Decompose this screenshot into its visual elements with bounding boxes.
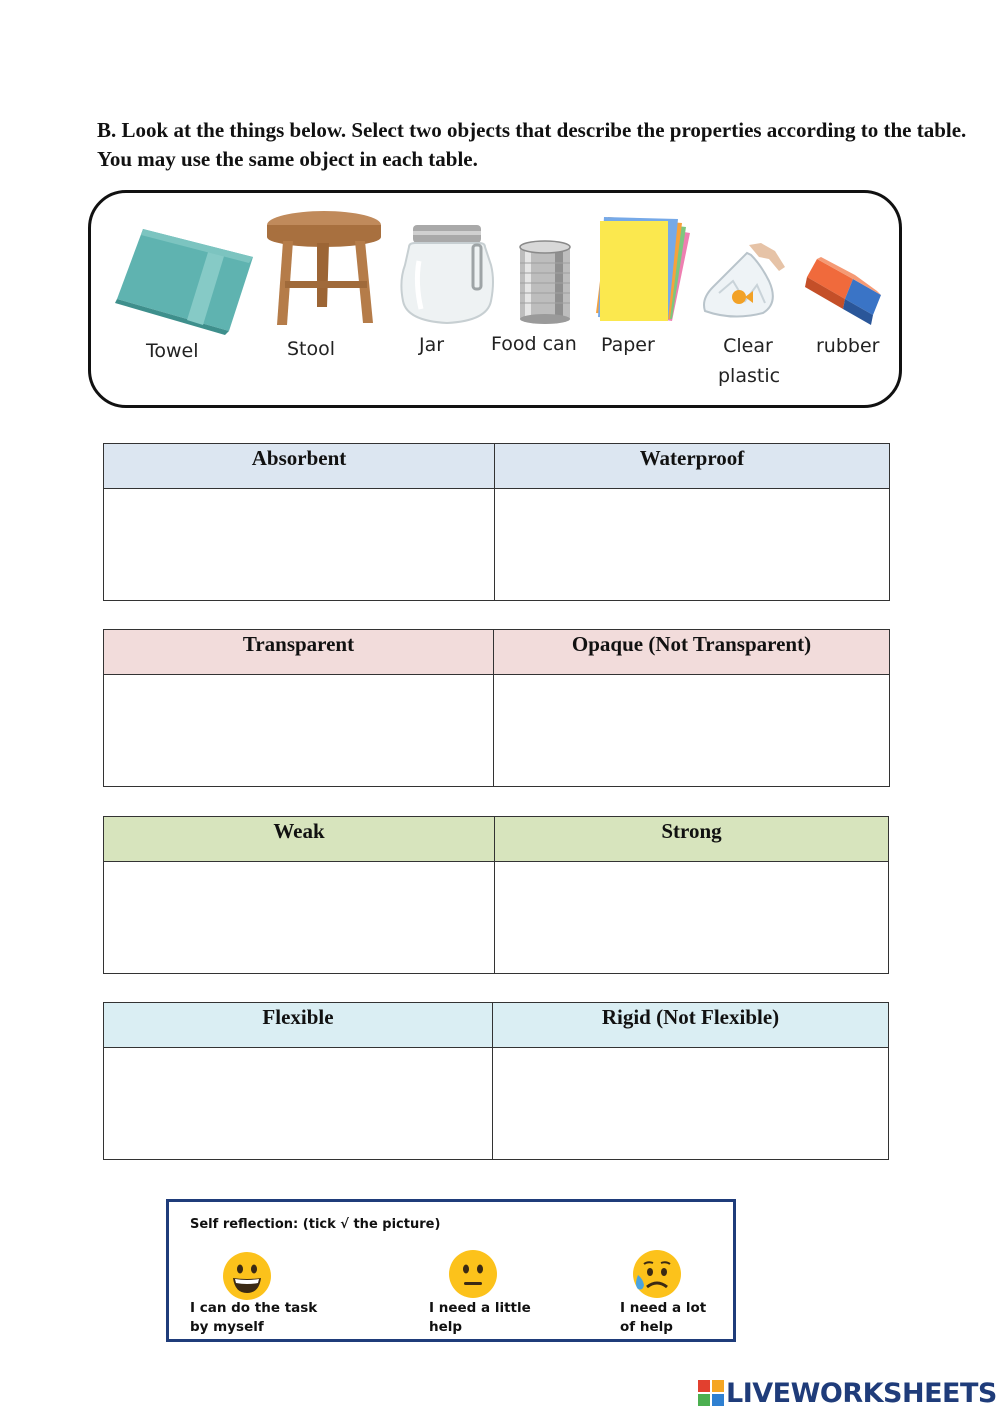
option-label-myself: I can do the task by myself bbox=[190, 1300, 318, 1335]
table-absorbent-waterproof bbox=[103, 443, 890, 601]
object-label-rubber: rubber bbox=[816, 335, 880, 357]
header-absorbent: Absorbent bbox=[104, 444, 495, 489]
table-flexible-rigid bbox=[103, 1002, 889, 1160]
rubber-icon bbox=[803, 257, 883, 329]
liveworksheets-logo-icon bbox=[698, 1380, 724, 1406]
object-label-food-can: Food can bbox=[491, 333, 577, 355]
objects-box bbox=[88, 190, 902, 408]
answer-cell-opaque[interactable] bbox=[494, 675, 890, 787]
answer-cell-strong[interactable] bbox=[495, 862, 889, 974]
option-label-little-help: I need a little help bbox=[429, 1300, 531, 1335]
object-label-stool: Stool bbox=[287, 338, 336, 360]
object-label-paper: Paper bbox=[601, 334, 655, 356]
header-waterproof: Waterproof bbox=[495, 444, 890, 489]
header-opaque: Opaque (Not Transparent) bbox=[494, 630, 890, 675]
self-reflection-box bbox=[166, 1199, 736, 1342]
answer-cell-weak[interactable] bbox=[104, 862, 495, 974]
table-transparent-opaque bbox=[103, 629, 890, 787]
header-transparent: Transparent bbox=[104, 630, 494, 675]
jar-icon bbox=[399, 221, 497, 325]
answer-cell-absorbent[interactable] bbox=[104, 489, 495, 601]
paper-icon bbox=[596, 215, 694, 327]
table-weak-strong bbox=[103, 816, 889, 974]
object-label-jar: Jar bbox=[419, 334, 445, 356]
stool-icon bbox=[265, 209, 383, 329]
option-label-lot-of-help: I need a lot of help bbox=[620, 1300, 707, 1335]
object-label-clear-plastic: Clear plastic bbox=[718, 335, 781, 387]
header-flexible: Flexible bbox=[104, 1003, 493, 1048]
grinning-face-icon[interactable] bbox=[222, 1251, 272, 1301]
instructions: B. Look at the things below. Select two objects that describe the properties according to the table. You may use the same object in each table. bbox=[97, 118, 967, 171]
neutral-face-icon[interactable] bbox=[448, 1249, 498, 1299]
clear-plastic-icon bbox=[699, 241, 791, 325]
header-weak: Weak bbox=[104, 817, 495, 862]
header-rigid: Rigid (Not Flexible) bbox=[493, 1003, 889, 1048]
food-can-icon bbox=[517, 239, 573, 325]
answer-cell-transparent[interactable] bbox=[104, 675, 494, 787]
self-reflection-title: Self reflection: (tick √ the picture) bbox=[190, 1217, 441, 1232]
sad-sweat-face-icon[interactable] bbox=[632, 1249, 682, 1299]
brand-name: LIVEWORKSHEETS bbox=[726, 1377, 997, 1409]
answer-cell-rigid[interactable] bbox=[493, 1048, 889, 1160]
answer-cell-waterproof[interactable] bbox=[495, 489, 890, 601]
towel-icon bbox=[113, 223, 255, 335]
header-strong: Strong bbox=[495, 817, 889, 862]
answer-cell-flexible[interactable] bbox=[104, 1048, 493, 1160]
object-label-towel: Towel bbox=[146, 340, 199, 362]
liveworksheets-brand bbox=[698, 1376, 997, 1410]
